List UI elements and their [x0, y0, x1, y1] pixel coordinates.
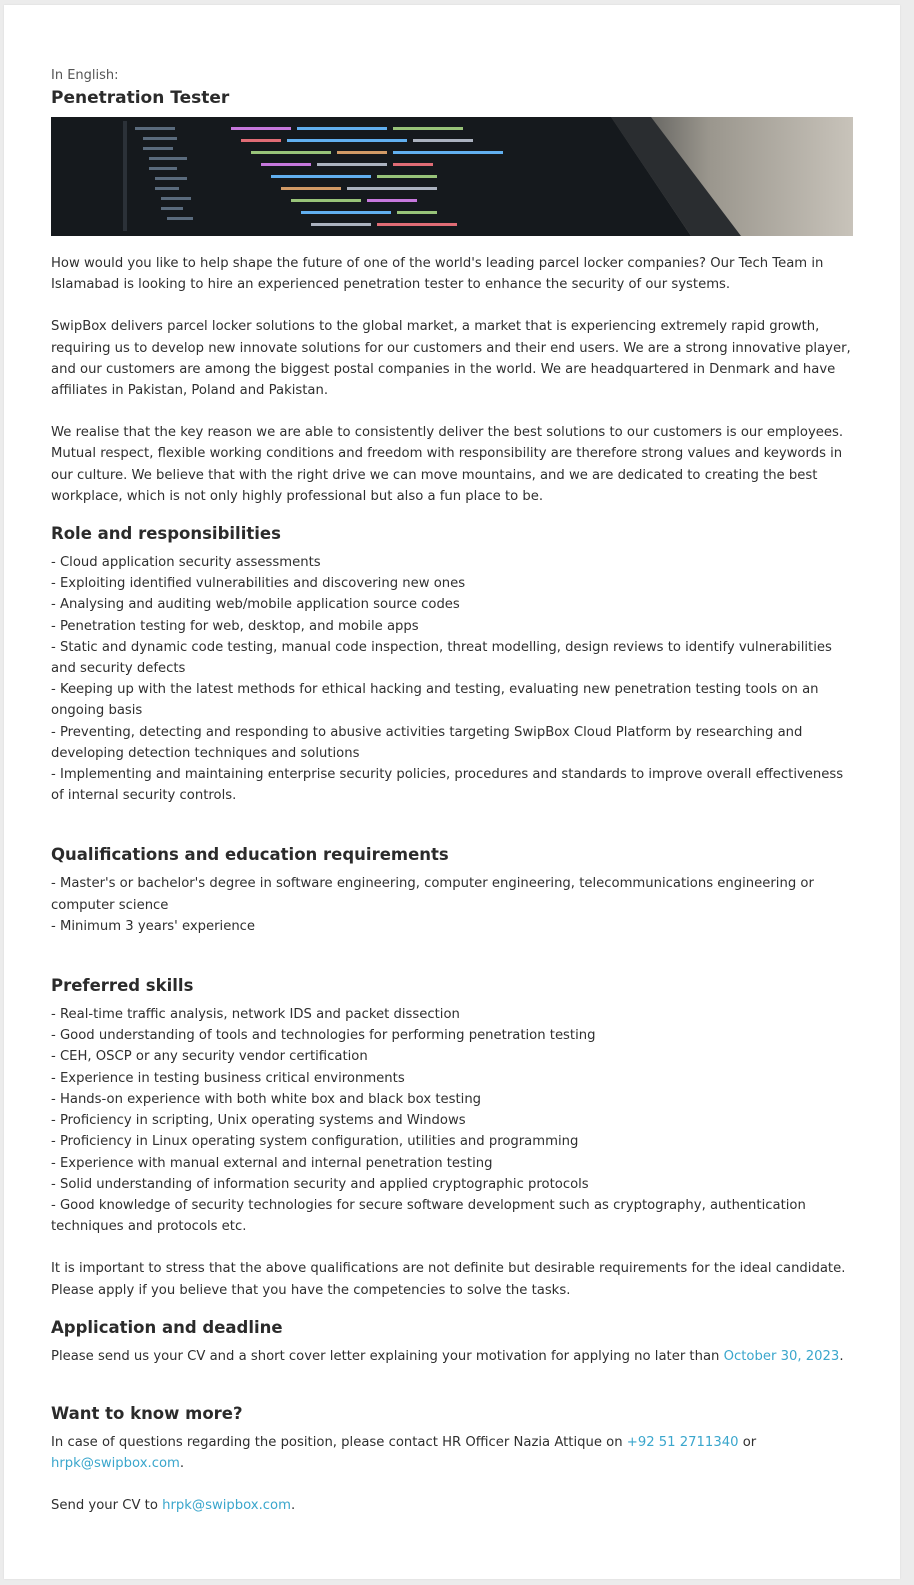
qualifications-list [51, 873, 857, 937]
email-link[interactable]: hrpk@swipbox.com [51, 1456, 180, 1472]
application-heading: Application and deadline [51, 1317, 283, 1337]
language-label: In English: [51, 68, 119, 83]
role-list [51, 552, 857, 806]
deadline-date: October 30, 2023 [723, 1348, 840, 1364]
intro-paragraph: We realise that the key reason we are able to consistently deliver the best solutions to our customers is our employees. Mutual respect, flexible working conditions and freedom with responsibility are therefore strong values and keywords in our culture. We believe that with the right drive we can move mountains, and we are dedicated to creating the best workplace, which is not only highly professional but also a fun place to be. [51, 425, 844, 504]
list-item: - Master's or bachelor's degree in software engineering, computer engineering, telecommunications engineering or computer science [51, 876, 814, 913]
list-item: - Solid understanding of information security and applied cryptographic protocols [51, 1176, 589, 1192]
list-item: - Proficiency in Linux operating system configuration, utilities and programming [51, 1134, 579, 1150]
list-item: - Real-time traffic analysis, network IDS and packet dissection [51, 1007, 460, 1023]
contact-heading: Want to know more? [51, 1403, 243, 1423]
list-item: - Good understanding of tools and technologies for performing penetration testing [51, 1028, 596, 1044]
list-item: - Exploiting identified vulnerabilities and discovering new ones [51, 576, 466, 592]
role-heading: Role and responsibilities [51, 524, 281, 544]
contact-text: In case of questions regarding the position, please contact HR Officer Nazia Attique on +92 51 2711340 or hrpk@swipbox.com. [51, 1434, 757, 1472]
list-item: - CEH, OSCP or any security vendor certification [51, 1049, 368, 1065]
list-item: - Cloud application security assessments [51, 555, 321, 571]
intro-paragraph: How would you like to help shape the future of one of the world's leading parcel locker companies? Our Tech Team in Islamabad is looking to hire an experienced penetration tester to enhance the security of our systems. [51, 256, 824, 293]
laptop-code-illustration [51, 117, 853, 236]
job-posting-card [4, 5, 900, 1579]
skills-heading: Preferred skills [51, 976, 194, 996]
send-cv-email-link[interactable]: hrpk@swipbox.com [162, 1498, 291, 1514]
list-item: - Experience with manual external and internal penetration testing [51, 1155, 493, 1171]
intro-section [51, 253, 857, 507]
list-item: - Analysing and auditing web/mobile application source codes [51, 597, 460, 613]
list-item: - Proficiency in scripting, Unix operating systems and Windows [51, 1113, 466, 1129]
job-posting-content [51, 67, 857, 1517]
list-item: - Preventing, detecting and responding to abusive activities targeting SwipBox Cloud Platform by researching and developing detection techniques and solutions [51, 724, 803, 761]
qualifications-heading: Qualifications and education requirements [51, 845, 449, 865]
list-item: - Experience in testing business critical environments [51, 1070, 405, 1086]
list-item: - Hands-on experience with both white box and black box testing [51, 1091, 482, 1107]
send-cv-text: Send your CV to hrpk@swipbox.com. [51, 1498, 296, 1514]
list-item: - Penetration testing for web, desktop, and mobile apps [51, 618, 419, 634]
list-item: - Good knowledge of security technologies for secure software development such as cryptography, authentication techniques and protocols etc. [51, 1197, 806, 1235]
list-item: - Implementing and maintaining enterprise security policies, procedures and standards to improve overall effectiveness of internal security controls. [51, 767, 844, 804]
phone-link[interactable]: +92 51 2711340 [626, 1434, 739, 1450]
page-title: Penetration Tester [51, 88, 230, 108]
list-item: - Static and dynamic code testing, manual code inspection, threat modelling, design reviews to identify vulnerabilities and security defects [51, 639, 832, 677]
intro-paragraph: SwipBox delivers parcel locker solutions to the global market, a market that is experiencing extremely rapid growth, requiring us to develop new innovate solutions for our customers and their end users. We are a strong innovative player, and our customers are among the biggest postal companies in the world. We are headquartered in Denmark and have affiliates in Pakistan, Poland and Pakistan. [51, 319, 851, 399]
skills-note: It is important to stress that the above qualifications are not definite but desirable requirements for the ideal candidate. Please apply if you believe that you have the competencies to solve the tasks. [51, 1261, 846, 1298]
skills-list [51, 1004, 857, 1301]
code-screen-image [51, 117, 853, 236]
application-text: Please send us your CV and a short cover letter explaining your motivation for applying no later than October 30, 2023. [51, 1348, 844, 1364]
list-item: - Keeping up with the latest methods for ethical hacking and testing, evaluating new penetration testing tools on an ongoing basis [51, 682, 819, 719]
list-item: - Minimum 3 years' experience [51, 918, 256, 934]
